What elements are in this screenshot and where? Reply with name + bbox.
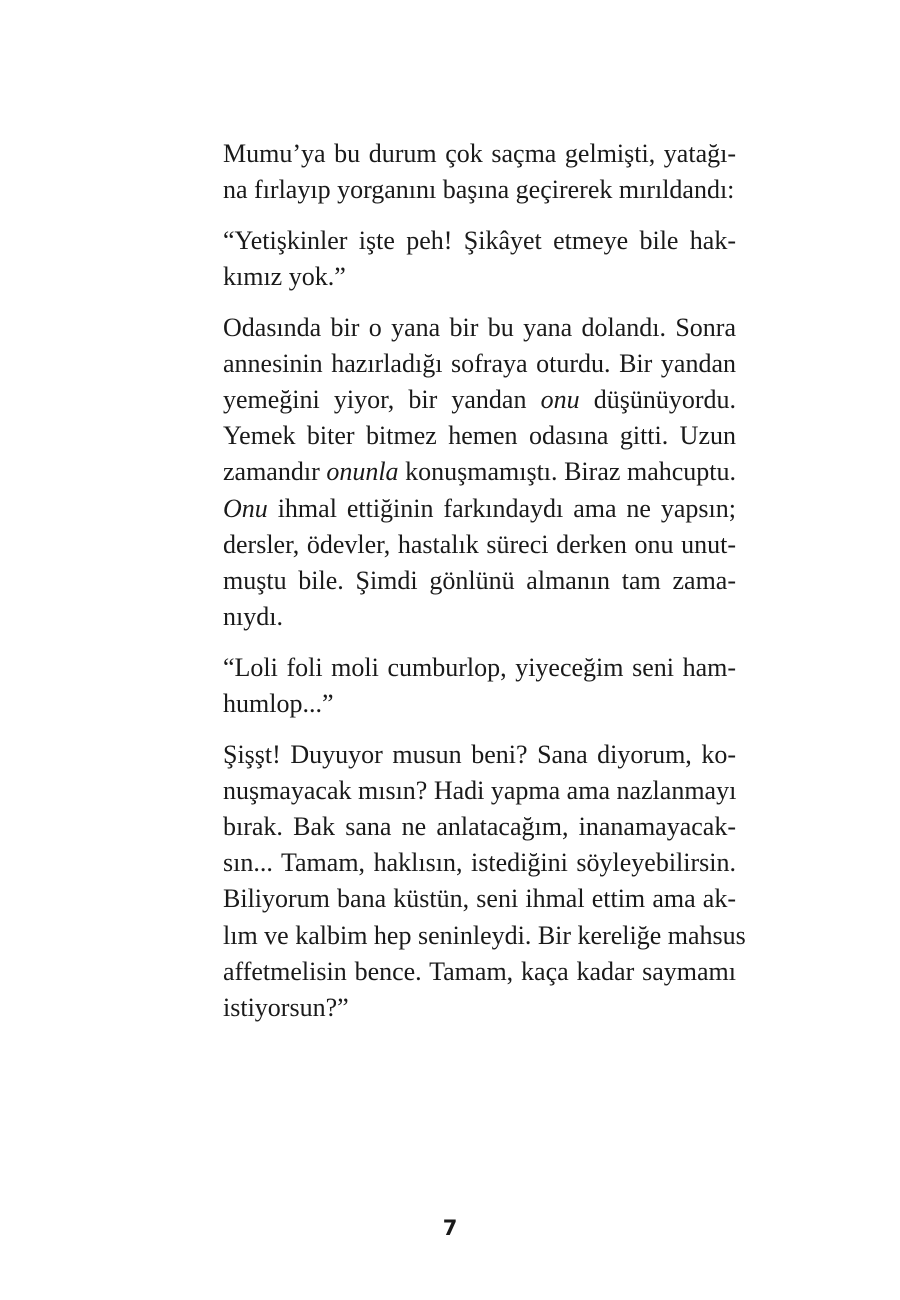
text-run: Şişşt! Duyuyor musun beni? Sana diyorum, ko- [223,739,736,769]
text-run: annesinin hazırladığı sofraya oturdu. Bir yandan [223,348,736,378]
text-line [187,737,736,773]
text-line [187,954,736,990]
text-line [187,136,736,172]
text-run: sın... Tamam, haklısın, istediğini söyleyebilirsin. [223,848,736,878]
text-line [187,918,746,954]
text-run: nıydı. [223,602,283,632]
text-line [187,650,736,686]
text-run: yemeğini yiyor, bir yandan [223,385,541,414]
text-run: dersler, ödevler, hastalık süreci derken onu unut- [223,529,736,559]
text-line [187,527,736,563]
text-run: kımız yok.” [223,262,346,291]
text-line [187,845,736,881]
text-line [187,382,736,418]
emphasis-text: onunla [326,457,399,487]
text-line [187,599,736,635]
paragraph [187,136,736,208]
emphasis-text: Onu [223,493,268,523]
text-run: zamandır [223,457,327,487]
text-line [187,172,736,208]
text-line [187,418,736,454]
paragraph [187,650,736,722]
emphasis-text: onu [540,385,580,414]
text-line [187,346,736,382]
text-run: konuşmamıştı. Biraz mahcuptu. [398,457,736,487]
text-run: “Yetişkinler işte peh! Şikâyet etmeye bile hak- [223,225,736,255]
text-run: nuşmayacak mısın? Hadi yapma ama nazlanmayı [223,775,737,805]
paragraph [187,310,736,636]
text-run: düşünüyordu. [579,385,737,414]
text-line [187,773,736,809]
text-run: lım ve kalbim hep seninleydi. Bir kereliğe mahsus [223,920,746,950]
text-line [187,310,736,346]
text-line [187,881,736,917]
text-line [187,491,736,527]
text-run: bırak. Bak sana ne anlatacağım, inanamayacak- [223,812,736,842]
paragraph [187,737,746,1027]
text-line [187,990,736,1026]
text-run: muştu bile. Şimdi gönlünü almanın tam zama- [223,566,736,596]
text-run: humlop...” [223,689,334,719]
text-line [187,809,736,845]
text-line [187,259,736,295]
text-line [187,563,736,599]
text-run: ihmal ettiğinin farkındaydı ama ne yapsın; [267,493,736,523]
text-run: na fırlayıp yorganını başına geçirerek mırıldandı: [223,175,735,205]
text-run: “Loli foli moli cumburlop, yiyeceğim seni ham- [223,652,736,682]
text-run: Yemek biter bitmez hemen odasına gitti. Uzun [223,421,736,451]
text-run: Biliyorum bana küstün, seni ihmal ettim ama ak- [223,884,736,914]
paragraph [187,223,736,295]
text-line [187,454,736,490]
text-line [187,686,736,722]
page-body [187,136,746,1041]
text-line [187,223,736,259]
text-run: Odasında bir o yana bir bu yana dolandı. Sonra [223,312,736,342]
page-number: 7 [442,1216,458,1240]
text-run: istiyorsun?” [223,993,349,1023]
text-run: affetmelisin bence. Tamam, kaça kadar saymamı [223,956,736,986]
text-run: Mumu’ya bu durum çok saçma gelmişti, yatağı- [223,139,736,168]
